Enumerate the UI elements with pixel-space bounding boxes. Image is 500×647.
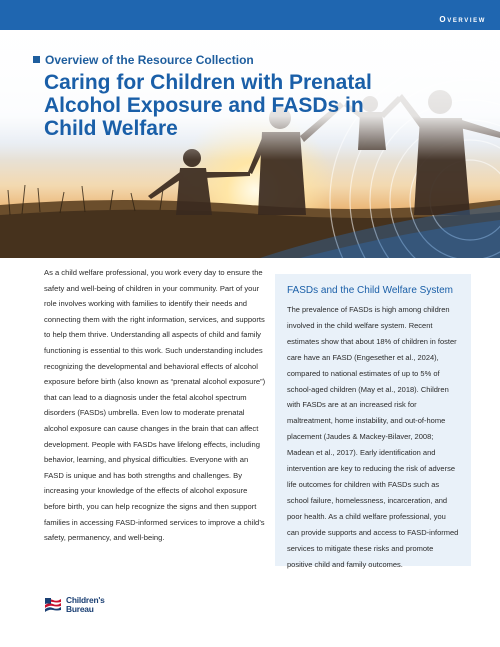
sidebar-paragraph: The prevalence of FASDs is high among children involved in the child welfare system. Recent estimates show that about 18% of children in foster care have an FASD (Engesether et al., 2024), compared to national estimates of up to 5% of school-aged children (May et al., 2018). Children with FASDs are at an increased risk for maltreatment, home instability, and out-of-home placement (Jaudes & Mackey-Bilaver, 2008; Madean et al., 2017). Early identification and intervention are key to reducing the risk of adverse life outcomes for children with FASDs such as school failure, homelessness, incarceration, and poor health. As a child welfare professional, you can provide supports and access to FASD-informed services to mitigate these risks and promote positive child and family outcomes.	[287, 305, 459, 569]
logo-line-2: Bureau	[66, 604, 94, 614]
sidebar-heading: FASDs and the Child Welfare System	[287, 285, 453, 296]
logo-wordmark	[66, 596, 105, 614]
top-color-band	[0, 0, 500, 30]
page-title: Caring for Children with Prenatal Alcohol Exposure and FASDs in Child Welfare	[44, 71, 372, 140]
logo-line-1: Children's	[66, 595, 105, 605]
sidebar-box	[275, 274, 471, 569]
flag-icon	[43, 595, 63, 615]
childrens-bureau-logo	[43, 594, 105, 616]
section-label: Overview	[439, 15, 486, 24]
square-bullet-icon	[33, 56, 40, 63]
eyebrow-heading	[33, 53, 254, 67]
eyebrow-text: Overview of the Resource Collection	[45, 53, 254, 67]
intro-paragraph: As a child welfare professional, you work every day to ensure the safety and well-being of children in your community. Part of your role involves working with families to identify their needs and connecting them with the right information, services, and supports to help them thrive. Understanding all aspects of child and family functioning is essential to this work. Such understanding includes recognizing the developmental and behavioral effects of alcohol exposure before birth (also known as “prenatal alcohol exposure”) that can lead to a diagnosis under the fetal alcohol spectrum disorders (FASDs) umbrella. Even low to moderate prenatal alcohol exposure can cause changes in the brain that can affect development. People with FASDs have lifelong effects, including behavior, learning, and physical difficulties. Everyone with an FASD is unique and has both strengths and challenges. By increasing your knowledge of the effects of alcohol exposure before birth, you can help recognize the signs and then support families in accessing FASD-informed services to improve a child’s safety, permanency, and well-being.	[44, 268, 266, 543]
